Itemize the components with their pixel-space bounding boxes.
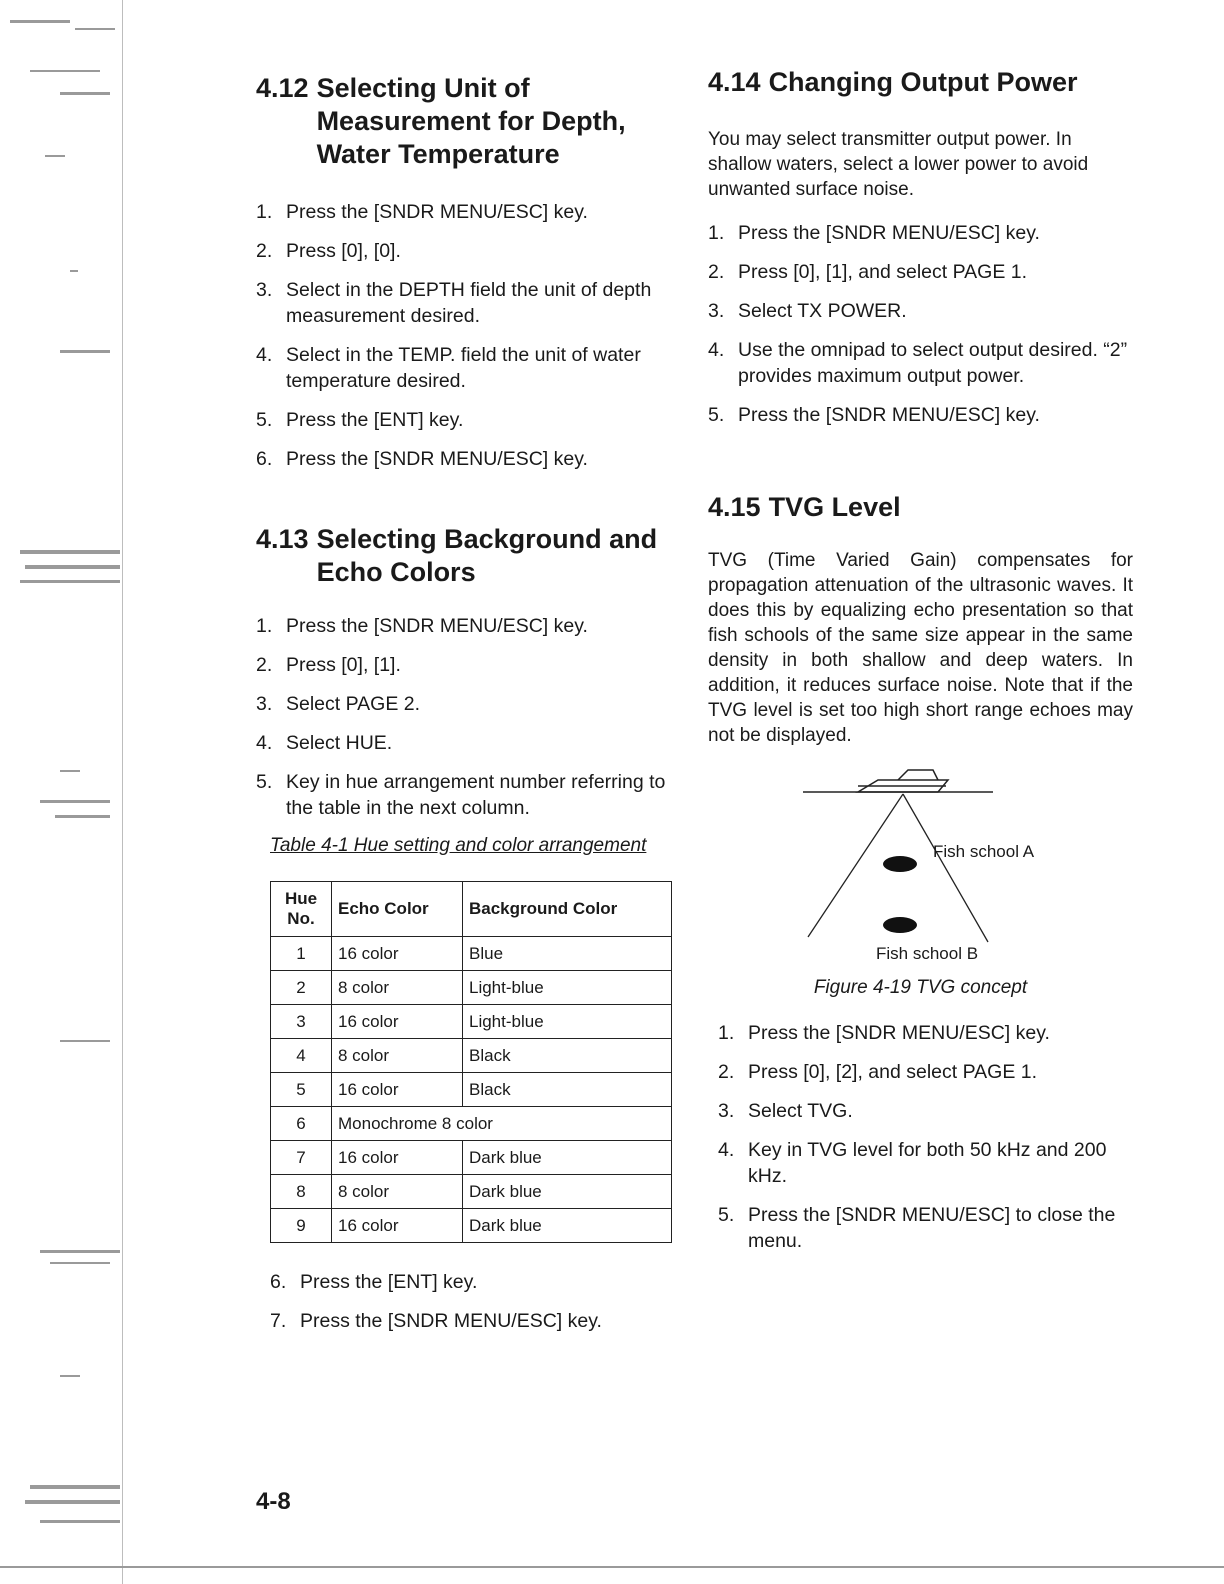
step-number: 1. xyxy=(708,222,725,244)
section-number: 4.15 xyxy=(708,492,761,522)
step-number: 4. xyxy=(708,339,725,361)
step-number: 3. xyxy=(256,693,273,715)
step-item xyxy=(256,652,676,678)
section-title: Selecting Unit of Measurement for Depth, Water Temperature xyxy=(316,73,626,169)
boat-icon xyxy=(858,770,948,792)
step-number: 1. xyxy=(256,201,273,223)
step-item xyxy=(718,1098,1133,1124)
cell-echo-color: 8 color xyxy=(332,1175,463,1209)
cell-background-color: Dark blue xyxy=(463,1175,672,1209)
step-text: Key in hue arrangement number referring to the table in the next column. xyxy=(286,771,666,819)
cell-background-color: Dark blue xyxy=(463,1141,672,1175)
cell-hue-no: 4 xyxy=(271,1039,332,1073)
step-text: Press the [SNDR MENU/ESC] key. xyxy=(286,448,588,470)
cell-background-color: Light-blue xyxy=(463,971,672,1005)
fish-school-a-mark xyxy=(883,856,917,872)
step-text: Press [0], [2], and select PAGE 1. xyxy=(748,1061,1038,1083)
table-row xyxy=(271,1175,672,1209)
scan-fold-line xyxy=(122,0,123,1584)
step-item xyxy=(718,1020,1133,1046)
cell-echo-color: Monochrome 8 color xyxy=(332,1107,672,1141)
table-row xyxy=(271,971,672,1005)
cell-echo-color: 16 color xyxy=(332,937,463,971)
step-number: 1. xyxy=(718,1022,735,1044)
step-item xyxy=(708,220,1133,246)
step-text: Press [0], [1], and select PAGE 1. xyxy=(738,261,1028,283)
step-number: 2. xyxy=(256,654,273,676)
step-number: 4. xyxy=(256,732,273,754)
step-item xyxy=(708,337,1133,389)
step-item xyxy=(256,691,676,717)
cell-hue-no: 7 xyxy=(271,1141,332,1175)
step-text: Press the [SNDR MENU/ESC] key. xyxy=(738,404,1040,426)
intro-4-15: TVG (Time Varied Gain) compensates for propagation attenuation of the ultrasonic waves. It does this by equalizing echo presentation so that fish schools of the same size appear in the same density in both shallow and deep waters. In addition, it reduces surface noise. Note that if the TVG level is set too high short range echoes may not be displayed. xyxy=(708,550,1133,746)
tvg-diagram xyxy=(708,762,1133,972)
step-text: Press [0], [1]. xyxy=(286,654,401,676)
cell-hue-no: 3 xyxy=(271,1005,332,1039)
table-row xyxy=(271,1107,672,1141)
step-item xyxy=(256,613,676,639)
table-row xyxy=(271,1005,672,1039)
cell-hue-no: 1 xyxy=(271,937,332,971)
step-item xyxy=(718,1137,1133,1189)
table-row xyxy=(271,1209,672,1243)
step-item xyxy=(718,1202,1133,1254)
step-text: Select HUE. xyxy=(286,732,393,754)
step-number: 3. xyxy=(708,300,725,322)
step-item xyxy=(270,1308,676,1334)
heading-4-14 xyxy=(708,66,1133,99)
step-text: Press the [SNDR MENU/ESC] key. xyxy=(300,1310,602,1332)
hue-table xyxy=(270,881,672,1243)
table-row xyxy=(271,937,672,971)
cell-hue-no: 5 xyxy=(271,1073,332,1107)
step-text: Select in the TEMP. field the unit of water temperature desired. xyxy=(286,344,641,392)
heading-4-13 xyxy=(256,523,676,589)
cell-background-color: Light-blue xyxy=(463,1005,672,1039)
step-number: 2. xyxy=(256,240,273,262)
step-item xyxy=(256,730,676,756)
steps-4-15 xyxy=(718,1020,1133,1254)
step-item xyxy=(256,277,676,329)
hue-table-body xyxy=(271,937,672,1243)
header-echo-color: Echo Color xyxy=(332,882,463,937)
step-item xyxy=(256,769,676,821)
intro-4-14: You may select transmitter output power. In shallow waters, select a lower power to avoid unwanted surface noise. xyxy=(708,129,1089,200)
step-item xyxy=(256,199,676,225)
step-text: Press the [SNDR MENU/ESC] key. xyxy=(748,1022,1050,1044)
page-bottom-edge xyxy=(0,1566,1224,1568)
step-text: Use the omnipad to select output desired. “2” provides maximum output power. xyxy=(738,339,1128,387)
step-text: Press the [SNDR MENU/ESC] to close the menu. xyxy=(748,1204,1116,1252)
step-text: Select TVG. xyxy=(748,1100,853,1122)
section-number: 4.13 xyxy=(256,524,309,554)
figure-caption: Figure 4-19 TVG concept xyxy=(813,977,1028,998)
section-title: Selecting Background and Echo Colors xyxy=(316,524,658,587)
table-row xyxy=(271,1073,672,1107)
tvg-figure xyxy=(708,762,1133,972)
section-title: TVG Level xyxy=(768,492,901,522)
step-text: Press [0], [0]. xyxy=(286,240,401,262)
steps-4-13 xyxy=(256,613,676,821)
heading-4-12 xyxy=(256,72,676,171)
cell-echo-color: 16 color xyxy=(332,1073,463,1107)
table-caption: Table 4-1 Hue setting and color arrangement xyxy=(270,835,647,856)
left-column xyxy=(256,72,676,1347)
cell-background-color: Dark blue xyxy=(463,1209,672,1243)
step-item xyxy=(256,407,676,433)
step-number: 1. xyxy=(256,615,273,637)
header-background-color: Background Color xyxy=(463,882,672,937)
cell-hue-no: 9 xyxy=(271,1209,332,1243)
step-text: Select TX POWER. xyxy=(738,300,907,322)
step-number: 3. xyxy=(256,279,273,301)
step-text: Press the [ENT] key. xyxy=(300,1271,478,1293)
steps-4-14 xyxy=(708,220,1133,428)
step-number: 6. xyxy=(270,1271,287,1293)
cell-background-color: Blue xyxy=(463,937,672,971)
right-column xyxy=(708,66,1133,1267)
step-number: 6. xyxy=(256,448,273,470)
step-item xyxy=(256,342,676,394)
step-number: 5. xyxy=(256,409,273,431)
table-header-row xyxy=(271,882,672,937)
table-row xyxy=(271,1141,672,1175)
section-number: 4.14 xyxy=(708,67,761,97)
heading-4-15 xyxy=(708,491,1133,524)
header-hue-no: Hue No. xyxy=(271,882,332,937)
step-text: Key in TVG level for both 50 kHz and 200 kHz. xyxy=(748,1139,1107,1187)
cell-background-color: Black xyxy=(463,1039,672,1073)
section-title: Changing Output Power xyxy=(768,67,1078,97)
scan-margin-artifacts xyxy=(0,0,135,1584)
cell-echo-color: 16 color xyxy=(332,1141,463,1175)
step-number: 5. xyxy=(718,1204,735,1226)
cell-hue-no: 2 xyxy=(271,971,332,1005)
steps-4-12 xyxy=(256,199,676,472)
step-number: 4. xyxy=(718,1139,735,1161)
step-text: Select PAGE 2. xyxy=(286,693,421,715)
cell-echo-color: 8 color xyxy=(332,1039,463,1073)
step-text: Press the [ENT] key. xyxy=(286,409,464,431)
step-item xyxy=(270,1269,676,1295)
fish-school-b-mark xyxy=(883,917,917,933)
step-number: 5. xyxy=(708,404,725,426)
step-item xyxy=(708,402,1133,428)
cell-background-color: Black xyxy=(463,1073,672,1107)
step-text: Press the [SNDR MENU/ESC] key. xyxy=(286,201,588,223)
step-item xyxy=(256,238,676,264)
step-item xyxy=(256,446,676,472)
step-item xyxy=(708,298,1133,324)
step-number: 7. xyxy=(270,1310,287,1332)
cell-echo-color: 8 color xyxy=(332,971,463,1005)
beam-right-edge xyxy=(903,794,988,942)
cell-echo-color: 16 color xyxy=(332,1209,463,1243)
step-number: 4. xyxy=(256,344,273,366)
step-number: 2. xyxy=(718,1061,735,1083)
page-number: 4-8 xyxy=(256,1488,291,1515)
step-number: 5. xyxy=(256,771,273,793)
steps-4-13-continued xyxy=(270,1269,676,1334)
step-text: Select in the DEPTH field the unit of depth measurement desired. xyxy=(286,279,652,327)
step-text: Press the [SNDR MENU/ESC] key. xyxy=(738,222,1040,244)
fish-school-b-label: Fish school B xyxy=(876,944,979,963)
step-item xyxy=(718,1059,1133,1085)
step-item xyxy=(708,259,1133,285)
cell-hue-no: 6 xyxy=(271,1107,332,1141)
step-number: 3. xyxy=(718,1100,735,1122)
table-row xyxy=(271,1039,672,1073)
step-number: 2. xyxy=(708,261,725,283)
cell-hue-no: 8 xyxy=(271,1175,332,1209)
step-text: Press the [SNDR MENU/ESC] key. xyxy=(286,615,588,637)
fish-school-a-label: Fish school A xyxy=(933,842,1035,861)
cell-echo-color: 16 color xyxy=(332,1005,463,1039)
section-number: 4.12 xyxy=(256,73,309,103)
